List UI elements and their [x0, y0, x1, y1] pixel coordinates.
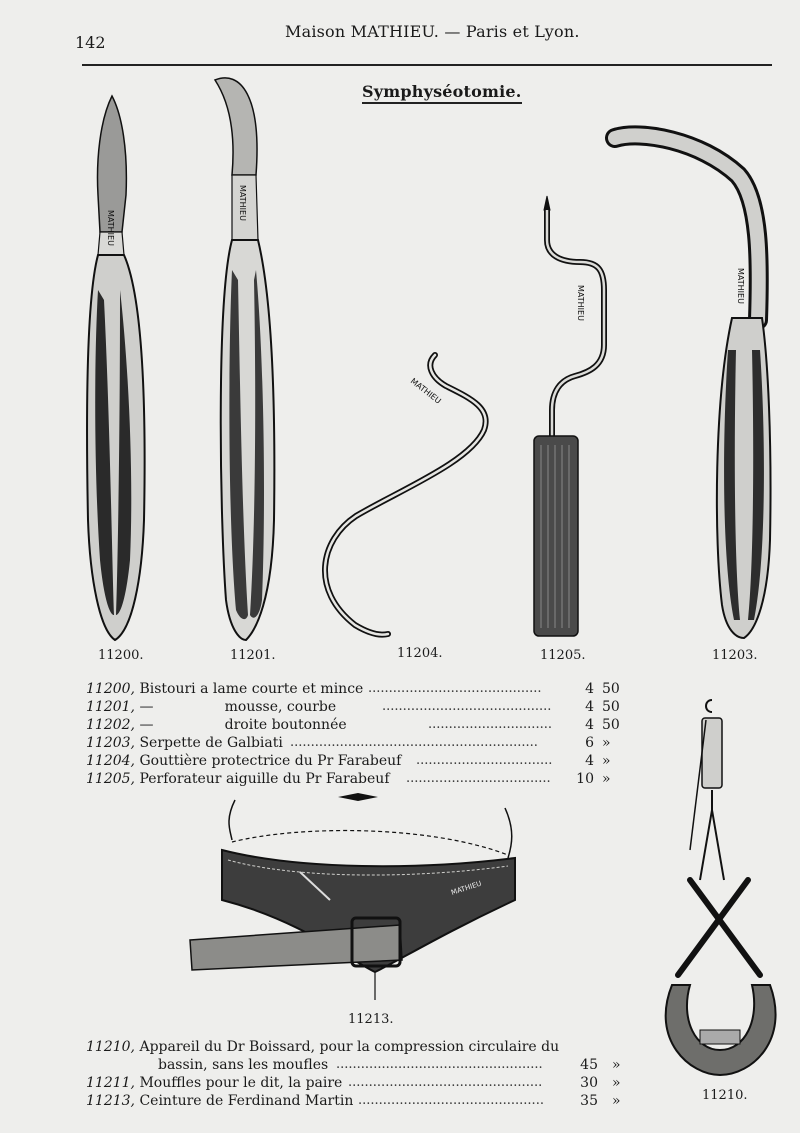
item-price-cents: 50 [602, 681, 620, 697]
item-number: 11201, [86, 699, 135, 715]
scalpel-11200-illustration [87, 96, 145, 640]
item-price-francs: 30 [580, 1075, 598, 1091]
price-row [86, 1074, 621, 1092]
knife-11201-illustration [215, 78, 274, 640]
item-number: 11213, [86, 1093, 135, 1109]
item-number: 11203, [86, 735, 135, 751]
dot-leader: .......................................... [368, 681, 542, 696]
item-description: Bistouri a lame courte et mince [139, 681, 364, 697]
price-row [86, 1038, 559, 1056]
item-price-francs: 4 [585, 699, 594, 715]
item-description: — mousse, courbe [139, 699, 337, 715]
item-number: 11200, [86, 681, 135, 697]
figure-label-11204: 11204. [397, 646, 443, 661]
item-price-francs: 10 [576, 771, 594, 787]
price-row [86, 680, 620, 698]
figure-label-11200: 11200. [98, 648, 144, 663]
item-price-cents: 50 [602, 699, 620, 715]
page-header-title: Maison MATHIEU. — Paris et Lyon. [285, 22, 580, 41]
price-row [86, 1056, 621, 1074]
engraving-mark-11213: MATHIEU [450, 879, 483, 897]
item-price-francs: 35 [580, 1093, 598, 1109]
item-number: 11204, [86, 753, 135, 769]
dot-leader: ................................... [406, 771, 551, 786]
dot-leader: ............................................... [348, 1075, 543, 1090]
figure-label-11201: 11201. [230, 648, 276, 663]
item-number: 11202, [86, 717, 135, 733]
price-row [86, 734, 611, 752]
boissard-apparatus-11210-illustration [666, 700, 776, 1075]
item-description: bassin, sans les moufles [158, 1057, 329, 1073]
figure-label-11210: 11210. [702, 1088, 748, 1103]
figure-label-11205: 11205. [540, 648, 586, 663]
dot-leader: ............................................. [358, 1093, 544, 1108]
item-price-francs: 4 [585, 717, 594, 733]
item-number: 11211, [86, 1075, 135, 1091]
price-row [86, 716, 620, 734]
engraving-mark-11204: MATHIEU [408, 376, 443, 406]
engraving-mark-11200: MATHIEU [106, 210, 115, 246]
price-row [86, 1092, 621, 1110]
item-price-francs: 45 [580, 1057, 598, 1073]
dot-leader: .............................. [428, 717, 552, 732]
item-description: Ceinture de Ferdinand Martin [139, 1093, 354, 1109]
price-list-apparatus [86, 1038, 621, 1110]
dot-leader: ............................................................ [290, 735, 538, 750]
price-row [86, 752, 611, 770]
item-price-francs: 4 [585, 681, 594, 697]
item-price-cents: » [612, 1057, 621, 1073]
belt-11213-illustration [190, 800, 515, 1000]
item-price-cents: 50 [602, 717, 620, 733]
engraving-mark-11205: MATHIEU [576, 285, 585, 321]
item-price-cents: » [612, 1093, 621, 1109]
item-price-cents: » [612, 1075, 621, 1091]
gutter-11204-illustration [325, 355, 486, 635]
item-price-cents: » [602, 771, 611, 787]
dot-leader: .................................................. [336, 1057, 543, 1072]
serpette-11203-illustration [615, 135, 771, 638]
item-description: Appareil du Dr Boissard, pour la compression circulaire du [139, 1039, 560, 1055]
figure-label-11203: 11203. [712, 648, 758, 663]
item-price-francs: 4 [585, 753, 594, 769]
item-price-cents: » [602, 735, 611, 751]
item-description: — droite boutonnée [139, 717, 347, 733]
ornament-divider [338, 793, 378, 801]
item-description: Perforateur aiguille du Pr Farabeuf [139, 771, 390, 787]
page-number: 142 [75, 33, 106, 52]
figure-label-11213: 11213. [348, 1012, 394, 1027]
price-list-instruments [86, 680, 620, 788]
price-row [86, 698, 620, 716]
item-number: 11210, [86, 1039, 135, 1055]
item-price-cents: » [602, 753, 611, 769]
dot-leader: ................................. [416, 753, 553, 768]
dot-leader: ......................................... [382, 699, 552, 714]
item-price-francs: 6 [585, 735, 594, 751]
item-description: Serpette de Galbiati [139, 735, 283, 751]
item-description: Mouffles pour le dit, la paire [139, 1075, 343, 1091]
item-description: Gouttière protectrice du Pr Farabeuf [139, 753, 402, 769]
price-row [86, 770, 611, 788]
section-title: Symphyséotomie. [362, 82, 522, 104]
engraving-mark-11203: MATHIEU [736, 268, 745, 304]
engraving-mark-11201: MATHIEU [238, 185, 247, 221]
item-number: 11205, [86, 771, 135, 787]
